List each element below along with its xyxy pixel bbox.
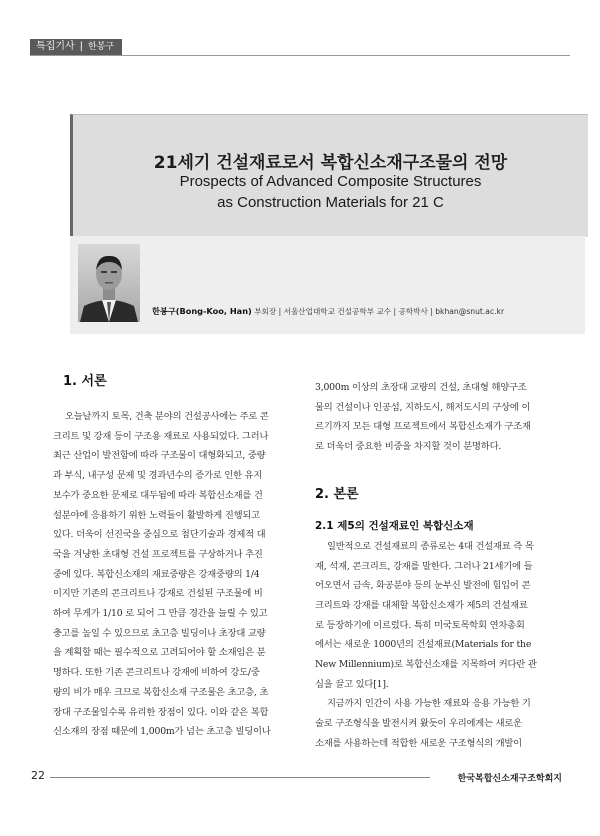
header-category-tag [30, 39, 122, 55]
text-line: 재, 석재, 콘크리트, 강재를 말한다. 그러나 21세기에 들 [315, 560, 533, 572]
text-line: 설분야에 응용하기 위한 노력들이 활발하게 진행되고 [53, 509, 260, 521]
text-line: 일반적으로 건설재료의 종류로는 4대 건설재료 즉 목 [327, 540, 534, 552]
section1-body [53, 407, 285, 742]
text-line: 3,000m 이상의 초장대 교량의 건설, 초대형 해양구조 [315, 382, 527, 393]
journal-name: 한국복합신소재구조학회지 [457, 774, 562, 784]
section1-heading: 1. 서론 [63, 374, 107, 389]
author-info [152, 306, 504, 317]
author-portrait-image [78, 244, 140, 322]
text-line: 이지만 기존의 콘크리트나 강재로 건설된 구조물에 비 [53, 588, 263, 600]
header-author: 한봉구 [88, 42, 115, 52]
author-details: 부회장 | 서울산업대학교 건설공학부 교수 | 공학박사 | bkhan@snut.ac.kr [251, 307, 505, 316]
left-column [53, 370, 285, 742]
title-english-line2: as Construction Materials for 21 C [217, 194, 444, 211]
text-line: 어오면서 금속, 화공분야 등의 눈부신 발전에 힘입어 콘 [315, 580, 531, 592]
text-line: 국을 겨냥한 초대형 건설 프로젝트를 구상하거나 추진 [53, 548, 263, 560]
header-rule [30, 55, 570, 56]
right-column [315, 378, 547, 754]
title-korean: 21세기 건설재료로서 복합신소재구조물의 전망 [153, 153, 508, 173]
author-name: 한봉구(Bong-Koo, Han) [152, 306, 252, 316]
text-line: 신소재의 장점 때문에 1,000m가 넘는 초고층 빌딩이나 [53, 726, 271, 738]
text-line: 지금까지 인간이 사용 가능한 재료와 응용 가능한 기 [327, 698, 531, 710]
title-box [70, 114, 588, 237]
header-category: 특집기사 [36, 41, 75, 52]
text-line: 하여 무게가 1/10 로 되어 그 만큼 경간을 늘릴 수 있고 [53, 608, 268, 620]
text-line: 에서는 새로운 1000년의 건설재료(Materials for the [315, 639, 532, 651]
text-line: 로 등장하기에 이르렀다. 특히 미국토목학회 연차총회 [315, 619, 525, 631]
text-line: 심을 끌고 있다[1]. [315, 678, 389, 690]
author-photo [78, 244, 140, 322]
text-line: 명하다. 또한 기존 콘크리트나 강재에 비하여 강도/중 [53, 667, 260, 679]
text-line: 물의 건설이나 인공섬, 지하도시, 해저도시의 구상에 이 [315, 401, 531, 413]
text-line: 중에 있다. 복합신소재의 재료중량은 강재중량의 1/4 [53, 568, 260, 580]
footer-rule [50, 777, 430, 778]
text-line: 오늘날까지 토목, 건축 분야의 건설공사에는 주로 콘 [65, 411, 269, 422]
text-line: 소재를 사용하는데 적합한 새로운 구조형식의 개발이 [315, 737, 522, 749]
text-line: 로 더욱더 중요한 비중을 차지할 것이 분명하다. [315, 441, 502, 453]
text-line: 량의 비가 매우 크므로 복합신소재 구조물은 초고층, 초 [53, 686, 269, 698]
text-line: 과 부식, 내구성 문제 및 경과년수의 증가로 인한 유지 [53, 470, 263, 482]
subsection21-heading: 2.1 제5의 건설재료인 복합신소재 [315, 519, 474, 532]
text-line: 있다. 더욱이 선진국을 중심으로 첨단기술과 경제적 대 [53, 529, 266, 541]
text-line: 충고를 높일 수 있으므로 초고층 빌딩이나 초장대 교량 [53, 627, 266, 639]
author-box [70, 236, 585, 334]
text-line: 장대 구조물일수록 유리한 장점이 있다. 이와 같은 복합 [53, 706, 269, 718]
text-line: 술로 구조형식을 발전시켜 왔듯이 우리에게는 새로운 [315, 718, 522, 730]
text-line: 르기까지 모든 대형 프로젝트에서 복합신소재가 구조재 [315, 421, 531, 433]
header-separator: | [79, 41, 84, 52]
text-line: New Millennium)로 복합신소재를 지목하여 커다란 관 [315, 659, 537, 671]
text-line: 보수가 중요한 문제로 대두됨에 따라 복합신소재를 건 [53, 489, 263, 501]
text-line: 을 계획할 때는 필수적으로 고려되어야 할 소재임은 분 [53, 647, 266, 659]
text-line: 최근 산업이 발전함에 따라 구조물이 대형화되고, 중량 [53, 450, 266, 462]
section2-heading: 2. 본론 [315, 486, 359, 502]
page-number: 22 [31, 769, 45, 782]
text-line: 크리트와 강재를 대체할 복합신소재가 제5의 건설재료 [315, 599, 528, 611]
text-line: 크리트 및 강재 등이 구조용 재료로 사용되었다. 그러나 [53, 430, 269, 442]
title-english-line1: Prospects of Advanced Composite Structures [179, 173, 482, 190]
